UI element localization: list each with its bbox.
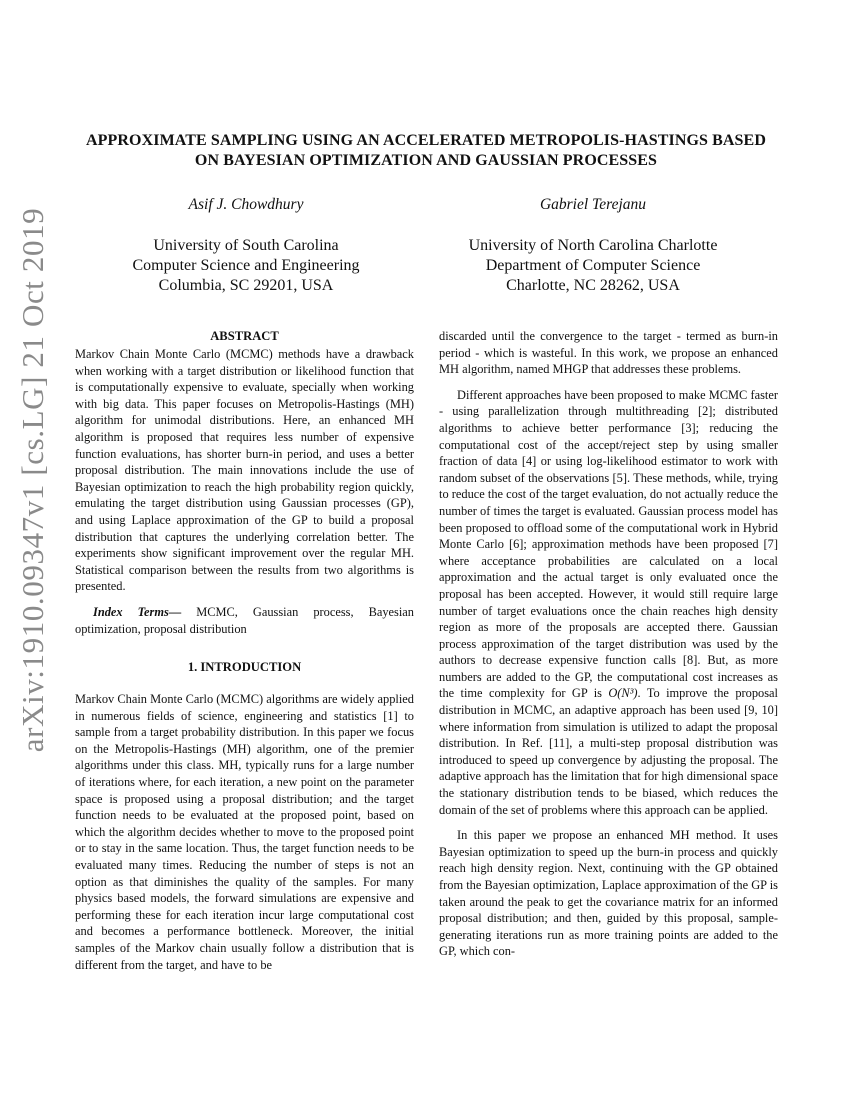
author-block-1 [96,196,396,296]
author-affiliation-line: Charlotte, NC 28262, USA [506,277,680,294]
author-name: Gabriel Terejanu [539,196,647,213]
body-paragraph: In this paper we propose an enhanced MH method. It uses Bayesian optimization to speed up the burn-in process and quickly reach high density region. Next, continuing with the GP obtained from the Bayesian optimization, Laplace approximation of the GP is taken around the peak to get the covariance matrix for an informed proposal distribution; and then, guided by this proposal, sample-generating iterations run as more training points are added to the GP, which con- [439,828,778,959]
paper-title [70,131,782,171]
arxiv-identifier-stamp: arXiv:1910.09347v1 [cs.LG] 21 Oct 2019 [15,207,50,753]
introduction-paragraph: Markov Chain Monte Carlo (MCMC) algorithms are widely applied in numerous fields of science, engineering and statistics [1] to sample from a target probability distribution. In this paper we focus on the Metropolis-Hastings (MH) algorithm, one of the premier algorithms under this class. MH, typically runs for a large number of iterations where, for each iteration, a new point on the parameter space is proposed using a proposal distribution; and the target function needs to be evaluated at the proposed point, based on which the algorithm decides whether to move to the proposed point or to stay in the same location. Thus, the target function needs to be evaluated many times. Reducing the number of steps is not an option as that diminishes the quality of the samples. For many physics based models, the forward simulations are expensive and performing these for each iteration incur large computational cost and becomes a performance bottleneck. Moreover, the initial samples of the Markov chain usually follow a distribution that is different from the target, and have to be [75,692,414,972]
complexity-formula: O(N³) [608,686,638,701]
author-name: Asif J. Chowdhury [188,196,304,213]
author-affiliation-line: University of North Carolina Charlotte [468,237,718,254]
title-line-1: APPROXIMATE SAMPLING USING AN ACCELERATED METROPOLIS-HASTINGS BASED [86,132,766,149]
title-line-2: ON BAYESIAN OPTIMIZATION AND GAUSSIAN PROCESSES [194,152,658,169]
left-column [75,328,414,973]
author-affiliation-line: Department of Computer Science [485,257,701,274]
body-text: . To improve the proposal distribution in MCMC, an adaptive approach has been used [9, 10] where information from simulation is utilized to adapt the proposal distribution. In Ref. [11], a multi-step proposal distribution was introduced to speed up convergence by adjusting the proposal. The adaptive approach has the limitation that for high dimensional space the stationary distribution tends to be biased, which reduces the domain of the set of problems where this approach can be applied. [439,686,778,817]
introduction-heading: 1. INTRODUCTION [187,660,302,675]
author-affiliation-line: Columbia, SC 29201, USA [158,277,334,294]
author-affiliation-line: Computer Science and Engineering [132,257,360,274]
abstract-heading: ABSTRACT [210,329,279,343]
abstract-text: Markov Chain Monte Carlo (MCMC) methods have a drawback when working with a target distribution or likelihood function that is computationally expensive to evaluate, specially when working with big data. This paper focuses on Metropolis-Hastings (MH) algorithm for unimodal distributions. Here, an enhanced MH algorithm is proposed that requires less number of expensive function evaluations, has shorter burn-in period, and uses a better proposal distribution. The main innovations include the use of Bayesian optimization to reach the high probability region quickly, emulating the target distribution using Gaussian processes (GP), and using Laplace approximation of the GP to build a proposal distribution that captures the underlying correlation better. The experiments show significant improvement over the regular MH. Statistical comparison between the results from two algorithms is presented. [75,347,414,594]
index-terms-text: MCMC, Gaussian process, Bayesian optimization, proposal distribution [75,604,414,636]
right-column [439,328,778,960]
body-paragraph: discarded until the convergence to the target - termed as burn-in period - which is wasteful. In this work, we propose an enhanced MH algorithm, named MHGP that addresses these problems. [439,329,778,377]
index-terms-label: Index Terms— [93,604,182,619]
body-paragraph [439,387,778,818]
author-block-2 [443,196,743,296]
body-text: Different approaches have been proposed to make MCMC faster - using parallelization through multithreading [2]; distributed algorithms to achieve better performance [3]; reducing the computational cost of the accept/reject step by using smaller fraction of data [4] or using log-likelihood estimator to work with random subset of the observations [5]. These methods, while, trying to reduce the cost of the target evaluation, do not actually reduce the number of times the target is evaluated. Gaussian process model has been proposed to offload some of the computational work in Hybrid Monte Carlo [6]; approximation methods have been proposed [7] where acceptance probabilities are calculated on a local approximation and the actual target is only evaluated once the proposal has been accepted. However, it would still require large number of target evaluations once the chain reaches high density region as more of the proposals are accepted there. Gaussian process approximation of the target distribution was used by the authors to decrease expensive function calls [8]. But, as more numbers are added to the GP, the computational cost increases as the time complexity for GP is [439,387,778,701]
author-affiliation-line: University of South Carolina [153,237,339,254]
index-terms [75,604,414,637]
